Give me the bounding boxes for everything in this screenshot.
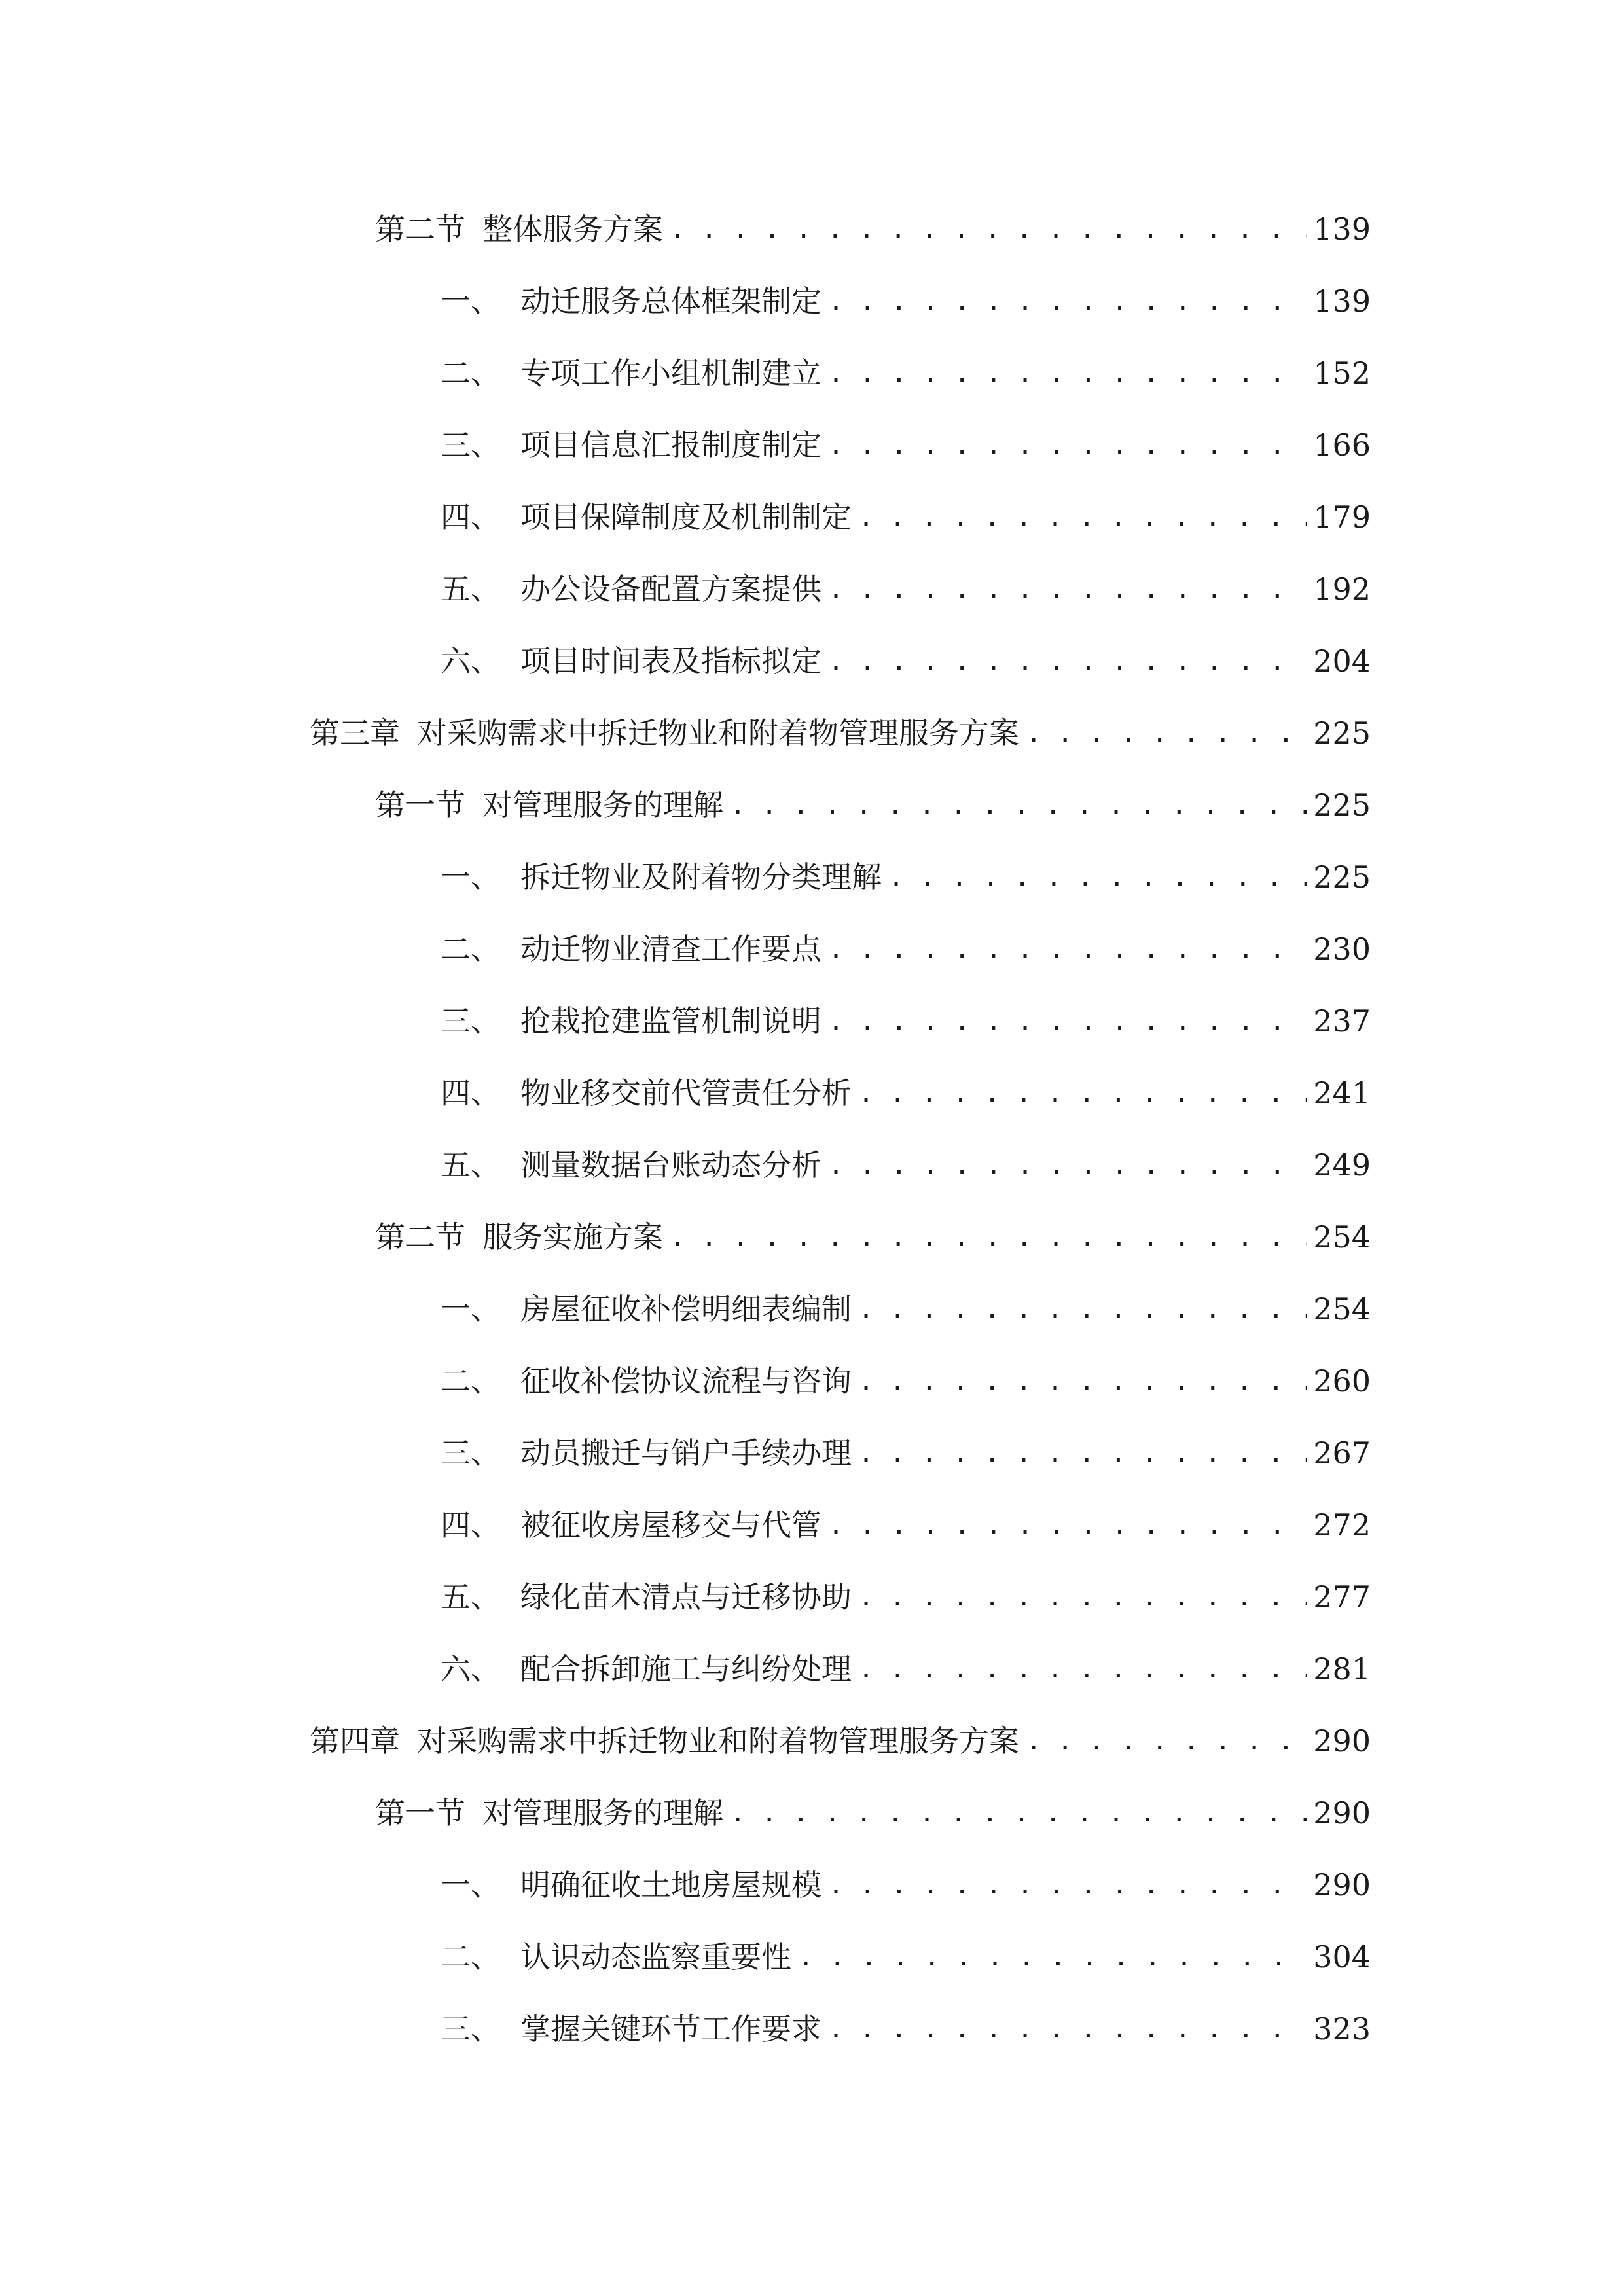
toc-prefix: 第一节 — [375, 1795, 465, 1831]
dot-leader — [858, 1355, 1307, 1407]
toc-page-number: 254 — [1313, 1291, 1371, 1327]
toc-title: 被征收房屋移交与代管 — [520, 1507, 821, 1543]
toc-prefix: 一、 — [441, 859, 501, 895]
toc-title: 房屋征收补偿明细表编制 — [520, 1291, 852, 1327]
toc-page-number: 290 — [1313, 1795, 1371, 1831]
toc-entry-item[interactable] — [441, 563, 1371, 615]
toc-title: 物业移交前代管责任分析 — [520, 1075, 852, 1111]
toc-prefix: 第三章 — [310, 715, 400, 751]
toc-entry-item[interactable] — [441, 1067, 1371, 1119]
toc-entry-item[interactable] — [441, 1355, 1371, 1407]
dot-leader — [828, 1499, 1307, 1551]
toc-prefix: 五、 — [441, 571, 501, 607]
toc-page-number: 241 — [1313, 1075, 1371, 1111]
toc-prefix: 三、 — [441, 1003, 501, 1039]
toc-entry-item[interactable] — [441, 1283, 1371, 1335]
toc-page-number: 267 — [1313, 1435, 1371, 1471]
toc-page-number: 290 — [1313, 1867, 1371, 1903]
dot-leader — [828, 635, 1307, 687]
dot-leader — [828, 995, 1307, 1047]
toc-prefix: 三、 — [441, 1435, 501, 1471]
toc-title: 征收补偿协议流程与咨询 — [520, 1363, 852, 1399]
toc-entry-item[interactable] — [441, 851, 1371, 903]
toc-title: 动员搬迁与销户手续办理 — [520, 1435, 852, 1471]
toc-title: 绿化苗木清点与迁移协助 — [520, 1579, 852, 1615]
toc-entry-item[interactable] — [441, 1571, 1371, 1623]
toc-entry-chapter[interactable] — [310, 1715, 1371, 1767]
toc-title: 对管理服务的理解 — [482, 1795, 723, 1831]
toc-prefix: 三、 — [441, 427, 501, 463]
toc-entry-section[interactable] — [375, 779, 1371, 831]
toc-title: 配合拆卸施工与纠纷处理 — [520, 1651, 852, 1687]
toc-prefix: 一、 — [441, 1867, 501, 1903]
toc-page-number: 139 — [1313, 283, 1371, 319]
dot-leader — [828, 1139, 1307, 1191]
toc-page-number: 304 — [1313, 1939, 1371, 1975]
toc-entry-item[interactable] — [441, 1931, 1371, 1983]
dot-leader — [730, 1787, 1307, 1839]
dot-leader — [828, 563, 1307, 615]
toc-prefix: 第二节 — [375, 1219, 465, 1255]
dot-leader — [828, 275, 1307, 327]
toc-page-number: 152 — [1313, 355, 1371, 391]
toc-entry-item[interactable] — [441, 347, 1371, 399]
dot-leader — [888, 851, 1307, 903]
toc-page-number: 254 — [1313, 1219, 1371, 1255]
dot-leader — [798, 1931, 1307, 1983]
toc-title: 认识动态监察重要性 — [520, 1939, 791, 1975]
toc-prefix: 第四章 — [310, 1723, 400, 1759]
toc-page-number: 290 — [1313, 1723, 1371, 1759]
dot-leader — [858, 491, 1307, 543]
toc-title: 办公设备配置方案提供 — [520, 571, 821, 607]
toc-prefix: 五、 — [441, 1147, 501, 1183]
toc-entry-section[interactable] — [375, 1787, 1371, 1839]
toc-title: 动迁物业清查工作要点 — [520, 931, 821, 967]
toc-page-number: 277 — [1313, 1579, 1371, 1615]
dot-leader — [858, 1643, 1307, 1695]
dot-leader — [1026, 1715, 1307, 1767]
toc-title: 拆迁物业及附着物分类理解 — [520, 859, 882, 895]
toc-title: 对管理服务的理解 — [482, 787, 723, 823]
toc-page-number: 237 — [1313, 1003, 1371, 1039]
toc-prefix: 二、 — [441, 1363, 501, 1399]
toc-title: 明确征收土地房屋规模 — [520, 1867, 821, 1903]
toc-prefix: 六、 — [441, 643, 501, 679]
toc-prefix: 第二节 — [375, 211, 465, 247]
toc-title: 对采购需求中拆迁物业和附着物管理服务方案 — [417, 715, 1019, 751]
toc-title: 项目信息汇报制度制定 — [520, 427, 821, 463]
dot-leader — [730, 779, 1307, 831]
toc-prefix: 五、 — [441, 1579, 501, 1615]
dot-leader — [858, 1283, 1307, 1335]
dot-leader — [828, 419, 1307, 471]
toc-entry-section[interactable] — [375, 203, 1371, 255]
toc-prefix: 三、 — [441, 2011, 501, 2047]
toc-entry-item[interactable] — [441, 1859, 1371, 1911]
toc-prefix: 二、 — [441, 355, 501, 391]
toc-page-number: 323 — [1313, 2011, 1371, 2047]
toc-entry-item[interactable] — [441, 2003, 1371, 2055]
toc-entry-item[interactable] — [441, 635, 1371, 687]
dot-leader — [670, 203, 1307, 255]
toc-entry-item[interactable] — [441, 491, 1371, 543]
toc-prefix: 四、 — [441, 1075, 501, 1111]
toc-entry-item[interactable] — [441, 1427, 1371, 1479]
toc-page-number: 139 — [1313, 211, 1371, 247]
toc-entry-item[interactable] — [441, 1139, 1371, 1191]
toc-entry-item[interactable] — [441, 1643, 1371, 1695]
toc-page-number: 192 — [1313, 571, 1371, 607]
toc-prefix: 一、 — [441, 283, 501, 319]
toc-prefix: 四、 — [441, 499, 501, 535]
toc-entry-chapter[interactable] — [310, 707, 1371, 759]
dot-leader — [858, 1067, 1307, 1119]
dot-leader — [828, 347, 1307, 399]
toc-page-number: 225 — [1313, 859, 1371, 895]
toc-title: 测量数据台账动态分析 — [520, 1147, 821, 1183]
toc-page-number: 225 — [1313, 715, 1371, 751]
toc-page-number: 204 — [1313, 643, 1371, 679]
dot-leader — [858, 1427, 1307, 1479]
toc-title: 项目时间表及指标拟定 — [520, 643, 821, 679]
dot-leader — [828, 2003, 1307, 2055]
dot-leader — [1026, 707, 1307, 759]
toc-page-number: 249 — [1313, 1147, 1371, 1183]
toc-title: 专项工作小组机制建立 — [520, 355, 821, 391]
toc-title: 项目保障制度及机制制定 — [520, 499, 852, 535]
toc-page-number: 272 — [1313, 1507, 1371, 1543]
toc-page-number: 260 — [1313, 1363, 1371, 1399]
toc-prefix: 二、 — [441, 1939, 501, 1975]
dot-leader — [670, 1211, 1307, 1263]
toc-title: 掌握关键环节工作要求 — [520, 2011, 821, 2047]
toc-entry-item[interactable] — [441, 1499, 1371, 1551]
dot-leader — [828, 923, 1307, 975]
toc-page-number: 225 — [1313, 787, 1371, 823]
toc-entry-item[interactable] — [441, 275, 1371, 327]
toc-entry-item[interactable] — [441, 995, 1371, 1047]
toc-prefix: 六、 — [441, 1651, 501, 1687]
toc-title: 抢栽抢建监管机制说明 — [520, 1003, 821, 1039]
dot-leader — [828, 1859, 1307, 1911]
dot-leader — [858, 1571, 1307, 1623]
toc-title: 动迁服务总体框架制定 — [520, 283, 821, 319]
toc-page-number: 281 — [1313, 1651, 1371, 1687]
toc-title: 整体服务方案 — [482, 211, 663, 247]
toc-page-number: 166 — [1313, 427, 1371, 463]
toc-entry-item[interactable] — [441, 923, 1371, 975]
toc-prefix: 第一节 — [375, 787, 465, 823]
toc-page-number: 179 — [1313, 499, 1371, 535]
toc-page-number: 230 — [1313, 931, 1371, 967]
toc-title: 对采购需求中拆迁物业和附着物管理服务方案 — [417, 1723, 1019, 1759]
toc-prefix: 二、 — [441, 931, 501, 967]
toc-entry-section[interactable] — [375, 1211, 1371, 1263]
toc-entry-item[interactable] — [441, 419, 1371, 471]
toc-prefix: 一、 — [441, 1291, 501, 1327]
toc-prefix: 四、 — [441, 1507, 501, 1543]
toc-title: 服务实施方案 — [482, 1219, 663, 1255]
